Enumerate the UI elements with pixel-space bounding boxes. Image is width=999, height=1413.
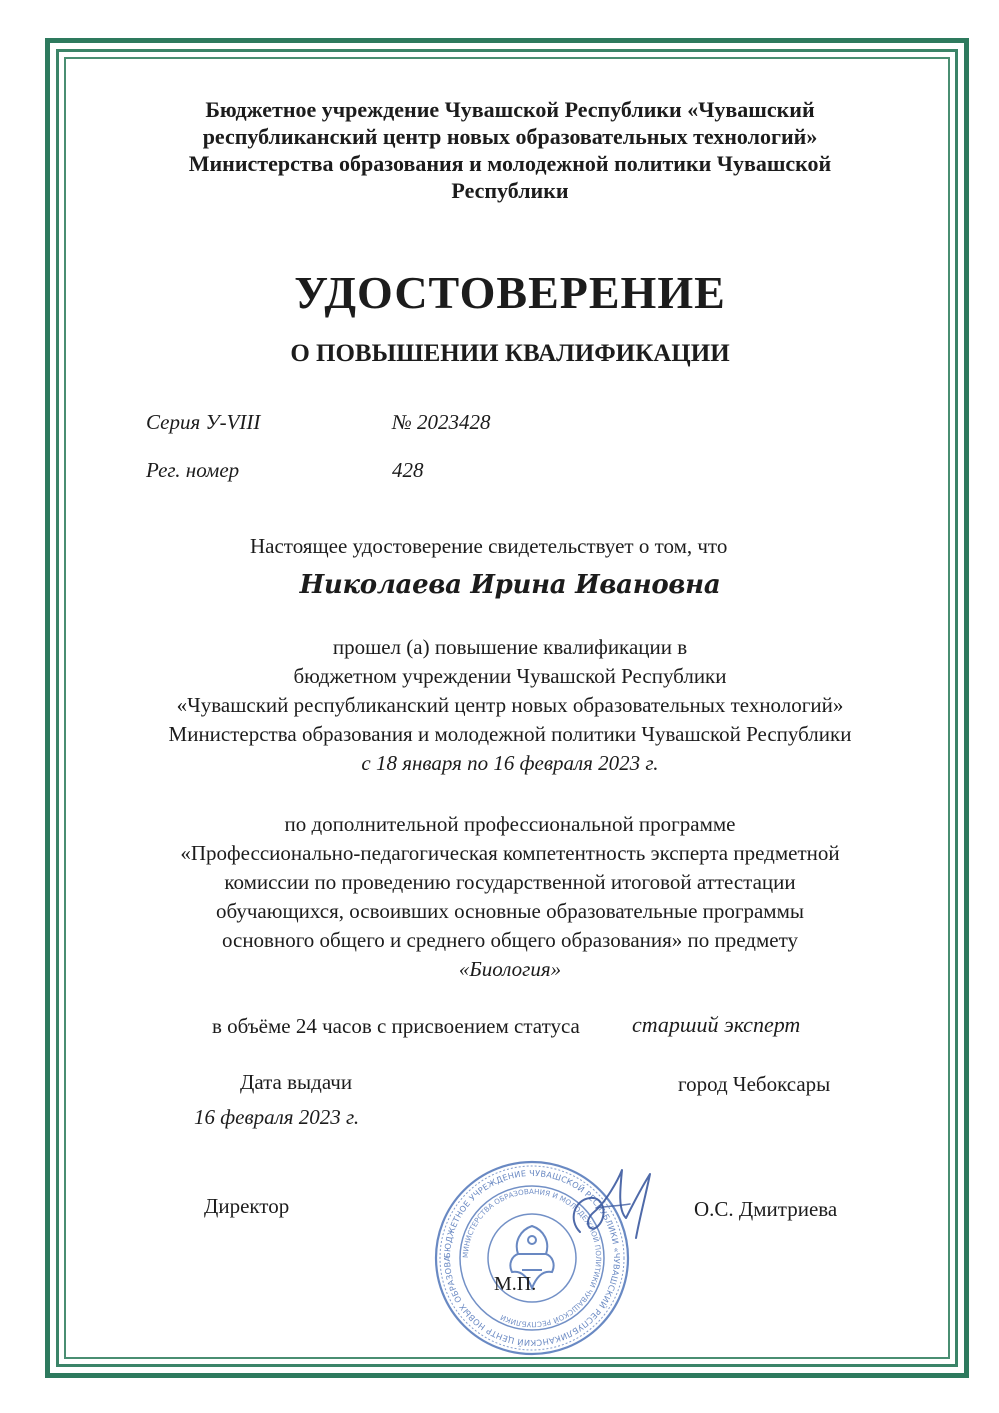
- issue-date-label: Дата выдачи: [240, 1070, 353, 1094]
- issue-city: город Чебоксары: [678, 1072, 831, 1096]
- recipient-name: Николаева Ирина Ивановна: [299, 570, 721, 600]
- svg-text:МИНИСТЕРСТВА ОБРАЗОВАНИЯ И МОЛ: МИНИСТЕРСТВА ОБРАЗОВАНИЯ И МОЛОДЕЖНОЙ ПОЛИТИКИ ЧУВАШСКОЙ РЕСПУБЛИКИ: [460, 1186, 604, 1330]
- organization-header: [100, 96, 920, 204]
- org-line-3: Министерства образования и молодежной политики Чувашской: [188, 151, 832, 176]
- registration-label: Рег. номер: [146, 458, 240, 482]
- document-subtitle: О ПОВЫШЕНИИ КВАЛИФИКАЦИИ: [290, 340, 730, 367]
- director-name: О.С. Дмитриева: [694, 1197, 838, 1221]
- program-line-2: «Профессионально-педагогическая компетентность эксперта предметной: [180, 841, 840, 865]
- status-value: старший эксперт: [632, 1012, 801, 1037]
- training-block: [100, 633, 920, 778]
- training-line-3: «Чувашский республиканский центр новых образовательных технологий»: [176, 693, 844, 717]
- program-block: [100, 810, 920, 984]
- series-label: Серия У-VIII: [146, 410, 261, 434]
- program-line-4: обучающихся, освоивших основные образовательные программы: [215, 899, 804, 923]
- org-line-4: Республики: [451, 178, 569, 203]
- issue-date: 16 февраля 2023 г.: [194, 1105, 360, 1129]
- program-line-1: по дополнительной профессиональной программе: [284, 812, 736, 836]
- training-line-2: бюджетном учреждении Чувашской Республики: [293, 664, 727, 688]
- program-line-3: комиссии по проведению государственной итоговой аттестации: [224, 870, 796, 894]
- volume-text: в объёме 24 часов с присвоением статуса: [212, 1014, 580, 1038]
- registration-value: 428: [392, 458, 424, 482]
- intro-text: Настоящее удостоверение свидетельствует о том, что: [250, 534, 728, 558]
- signature-icon: [560, 1160, 670, 1255]
- training-line-1: прошел (а) повышение квалификации в: [332, 635, 688, 659]
- program-line-5: основного общего и среднего общего образования» по предмету: [221, 928, 799, 952]
- director-label: Директор: [204, 1194, 290, 1218]
- org-line-2: республиканский центр новых образовательных технологий»: [202, 124, 818, 149]
- training-period: с 18 января по 16 февраля 2023 г.: [361, 751, 659, 775]
- document-title: УДОСТОВЕРЕНИЕ: [294, 267, 726, 318]
- director-signature: [560, 1160, 670, 1255]
- svg-text:БЮДЖЕТНОЕ УЧРЕЖДЕНИЕ ЧУВАШСКОЙ: БЮДЖЕТНОЕ УЧРЕЖДЕНИЕ ЧУВАШСКОЙ РЕСПУБЛИКИ «ЧУВАШСКИЙ РЕСПУБЛИКАНСКИЙ ЦЕНТР НОВЫХ ОБРАЗОВА: [441, 1167, 623, 1349]
- seal-place-mark: М.П.: [494, 1273, 537, 1295]
- program-subject: «Биология»: [458, 957, 562, 981]
- org-line-1: Бюджетное учреждение Чувашской Республики «Чувашский: [205, 97, 815, 122]
- training-line-4: Министерства образования и молодежной политики Чувашской Республики: [168, 722, 852, 746]
- series-number: № 2023428: [392, 410, 491, 434]
